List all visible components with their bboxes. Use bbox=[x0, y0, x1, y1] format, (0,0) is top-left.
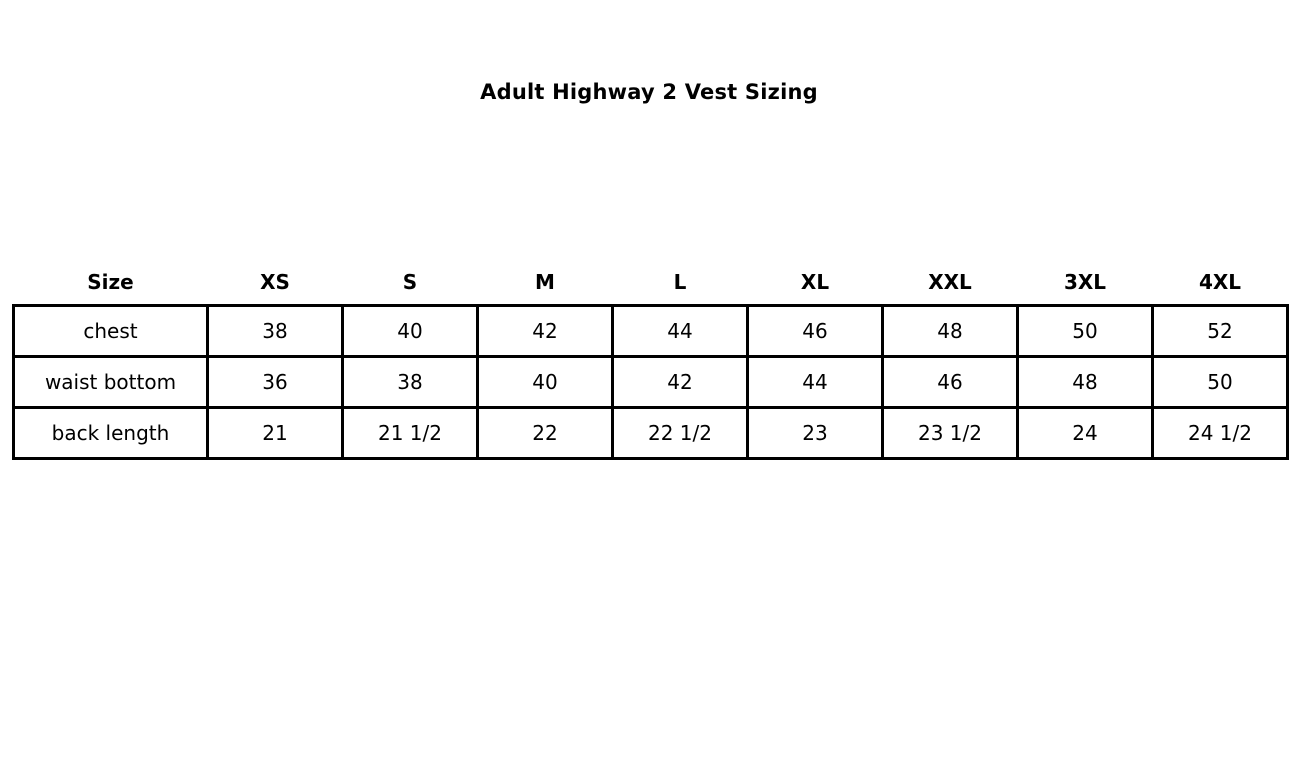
table-row bbox=[14, 408, 1288, 459]
header-size-m: M bbox=[478, 270, 613, 306]
cell-back-4xl: 24 1/2 bbox=[1153, 408, 1288, 459]
row-label-chest: chest bbox=[14, 306, 208, 357]
cell-back-s: 21 1/2 bbox=[343, 408, 478, 459]
header-size-4xl: 4XL bbox=[1153, 270, 1288, 306]
cell-chest-l: 44 bbox=[613, 306, 748, 357]
cell-back-xs: 21 bbox=[208, 408, 343, 459]
cell-waist-4xl: 50 bbox=[1153, 357, 1288, 408]
cell-back-m: 22 bbox=[478, 408, 613, 459]
cell-waist-m: 40 bbox=[478, 357, 613, 408]
cell-back-xxl: 23 1/2 bbox=[883, 408, 1018, 459]
header-row bbox=[14, 270, 1288, 306]
cell-chest-4xl: 52 bbox=[1153, 306, 1288, 357]
header-size-s: S bbox=[343, 270, 478, 306]
header-size-3xl: 3XL bbox=[1018, 270, 1153, 306]
cell-chest-xl: 46 bbox=[748, 306, 883, 357]
page-title: Adult Highway 2 Vest Sizing bbox=[480, 80, 818, 104]
cell-back-l: 22 1/2 bbox=[613, 408, 748, 459]
size-table-container bbox=[12, 270, 1286, 460]
cell-waist-xs: 36 bbox=[208, 357, 343, 408]
cell-chest-xxl: 48 bbox=[883, 306, 1018, 357]
cell-waist-l: 42 bbox=[613, 357, 748, 408]
table-header bbox=[14, 270, 1288, 306]
size-table bbox=[12, 270, 1289, 460]
cell-chest-s: 40 bbox=[343, 306, 478, 357]
cell-chest-xs: 38 bbox=[208, 306, 343, 357]
cell-back-xl: 23 bbox=[748, 408, 883, 459]
table-row bbox=[14, 357, 1288, 408]
cell-waist-3xl: 48 bbox=[1018, 357, 1153, 408]
cell-chest-3xl: 50 bbox=[1018, 306, 1153, 357]
cell-waist-xl: 44 bbox=[748, 357, 883, 408]
row-label-back-length: back length bbox=[14, 408, 208, 459]
cell-back-3xl: 24 bbox=[1018, 408, 1153, 459]
cell-waist-xxl: 46 bbox=[883, 357, 1018, 408]
header-size-label: Size bbox=[14, 270, 208, 306]
header-size-xxl: XXL bbox=[883, 270, 1018, 306]
cell-waist-s: 38 bbox=[343, 357, 478, 408]
table-row bbox=[14, 306, 1288, 357]
table-body bbox=[14, 306, 1288, 459]
header-size-l: L bbox=[613, 270, 748, 306]
row-label-waist-bottom: waist bottom bbox=[14, 357, 208, 408]
cell-chest-m: 42 bbox=[478, 306, 613, 357]
header-size-xl: XL bbox=[748, 270, 883, 306]
header-size-xs: XS bbox=[208, 270, 343, 306]
